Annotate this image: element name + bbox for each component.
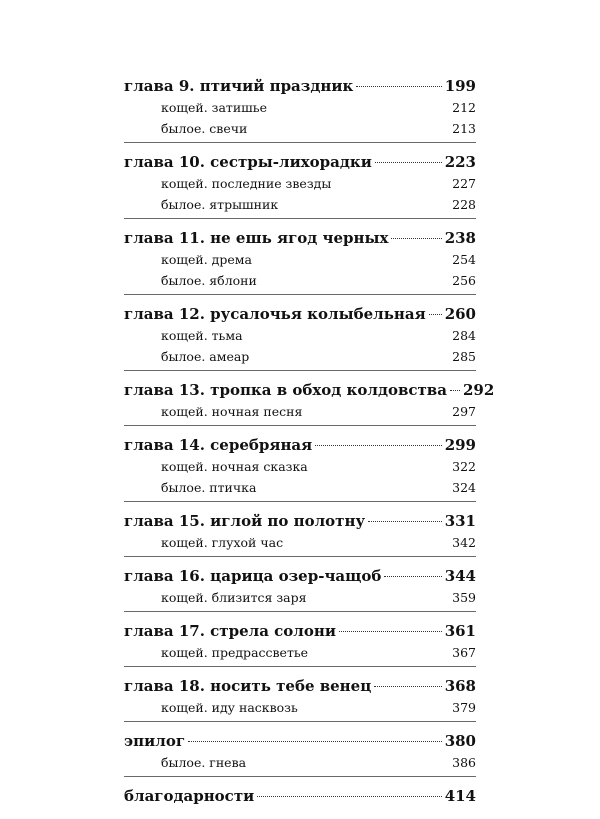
toc-subsection-row (124, 346, 476, 367)
dot-leader (391, 238, 441, 239)
dot-leader (339, 631, 442, 632)
toc-subsection-row (124, 477, 476, 498)
chapter-page: 199 (444, 77, 476, 95)
toc-chapter (124, 676, 476, 722)
toc-chapter-row (124, 676, 476, 697)
chapter-title: глава 13. тропка в обход колдовства (124, 381, 447, 399)
toc-subsection-row (124, 532, 476, 553)
subsection-page: 284 (452, 328, 476, 343)
toc-chapter (124, 76, 476, 143)
toc-subsection-row (124, 697, 476, 718)
dot-leader (375, 162, 442, 163)
toc-chapter (124, 511, 476, 557)
subsection-title: кощей. глухой час (161, 535, 284, 550)
subsection-title: былое. амеар (161, 349, 250, 364)
table-of-contents (124, 76, 495, 819)
subsection-page: 212 (452, 100, 476, 115)
toc-chapter (124, 621, 476, 667)
toc-chapter (124, 152, 476, 219)
chapter-page: 238 (444, 229, 476, 247)
chapter-title: эпилог (124, 732, 186, 750)
chapter-page: 414 (444, 787, 476, 805)
dot-leader (356, 86, 441, 87)
toc-chapter-row (124, 76, 476, 97)
chapter-page: 380 (444, 732, 476, 750)
subsection-page: 256 (452, 273, 476, 288)
toc-subsection-row (124, 587, 476, 608)
chapter-title: глава 12. русалочья колыбельная (124, 305, 426, 323)
subsection-page: 367 (452, 645, 476, 660)
dot-leader (188, 741, 442, 742)
toc-chapter (124, 304, 476, 371)
toc-chapter-row (124, 566, 476, 587)
subsection-page: 324 (452, 480, 476, 495)
subsection-page: 213 (452, 121, 476, 136)
toc-subsection-row (124, 194, 476, 215)
subsection-title: кощей. тьма (161, 328, 243, 343)
toc-subsection-row (124, 270, 476, 291)
dot-leader (429, 314, 442, 315)
chapter-title: глава 17. стрела солони (124, 622, 336, 640)
toc-chapter-row (124, 435, 476, 456)
subsection-page: 228 (452, 197, 476, 212)
toc-subsection-row (124, 325, 476, 346)
toc-chapter-row (124, 621, 476, 642)
chapter-title: благодарности (124, 787, 255, 805)
subsection-title: кощей. дрема (161, 252, 252, 267)
chapter-page: 292 (462, 381, 495, 399)
subsection-title: кощей. иду насквозь (161, 700, 298, 715)
subsection-title: былое. птичка (161, 480, 257, 495)
chapter-page: 223 (444, 153, 476, 171)
subsection-title: былое. яблони (161, 273, 257, 288)
chapter-title: глава 9. птичий праздник (124, 77, 354, 95)
subsection-title: былое. гнева (161, 755, 247, 770)
toc-chapter-row (124, 731, 476, 752)
toc-chapter (124, 786, 476, 810)
chapter-page: 299 (444, 436, 476, 454)
subsection-title: былое. свечи (161, 121, 248, 136)
toc-chapter-row (124, 511, 476, 532)
subsection-page: 254 (452, 252, 476, 267)
subsection-title: кощей. последние звезды (161, 176, 332, 191)
subsection-page: 285 (452, 349, 476, 364)
chapter-title: глава 11. не ешь ягод черных (124, 229, 389, 247)
chapter-page: 260 (444, 305, 476, 323)
subsection-page: 227 (452, 176, 476, 191)
toc-subsection-row (124, 456, 476, 477)
toc-chapter-row (124, 304, 476, 325)
subsection-page: 379 (452, 700, 476, 715)
dot-leader (315, 445, 441, 446)
toc-subsection-row (124, 249, 476, 270)
subsection-page: 359 (452, 590, 476, 605)
subsection-title: кощей. предрассветье (161, 645, 309, 660)
subsection-title: кощей. ночная сказка (161, 459, 308, 474)
toc-subsection-row (124, 401, 476, 422)
chapter-title: глава 18. носить тебе венец (124, 677, 372, 695)
toc-subsection-row (124, 642, 476, 663)
subsection-title: кощей. ночная песня (161, 404, 303, 419)
subsection-page: 386 (452, 755, 476, 770)
toc-chapter-row (124, 152, 476, 173)
toc-chapter (124, 566, 476, 612)
chapter-page: 361 (444, 622, 476, 640)
toc-chapter-row (124, 228, 476, 249)
chapter-title: глава 10. сестры-лихорадки (124, 153, 372, 171)
chapter-title: глава 14. серебряная (124, 436, 313, 454)
toc-chapter (124, 380, 495, 426)
toc-subsection-row (124, 752, 476, 773)
subsection-page: 322 (452, 459, 476, 474)
subsection-page: 342 (452, 535, 476, 550)
chapter-title: глава 16. царица озер-чащоб (124, 567, 382, 585)
toc-chapter-row (124, 380, 495, 401)
toc-chapter-row (124, 786, 476, 807)
dot-leader (450, 390, 460, 391)
toc-chapter (124, 731, 476, 777)
dot-leader (384, 576, 441, 577)
toc-subsection-row (124, 118, 476, 139)
toc-chapter (124, 228, 476, 295)
subsection-title: кощей. близится заря (161, 590, 307, 605)
dot-leader (374, 686, 441, 687)
dot-leader (257, 796, 441, 797)
chapter-page: 368 (444, 677, 476, 695)
toc-subsection-row (124, 173, 476, 194)
subsection-page: 297 (452, 404, 476, 419)
dot-leader (368, 521, 442, 522)
subsection-title: кощей. затишье (161, 100, 267, 115)
chapter-page: 331 (444, 512, 476, 530)
chapter-page: 344 (444, 567, 476, 585)
toc-subsection-row (124, 97, 476, 118)
chapter-title: глава 15. иглой по полотну (124, 512, 366, 530)
toc-chapter (124, 435, 476, 502)
subsection-title: былое. ятрышник (161, 197, 279, 212)
